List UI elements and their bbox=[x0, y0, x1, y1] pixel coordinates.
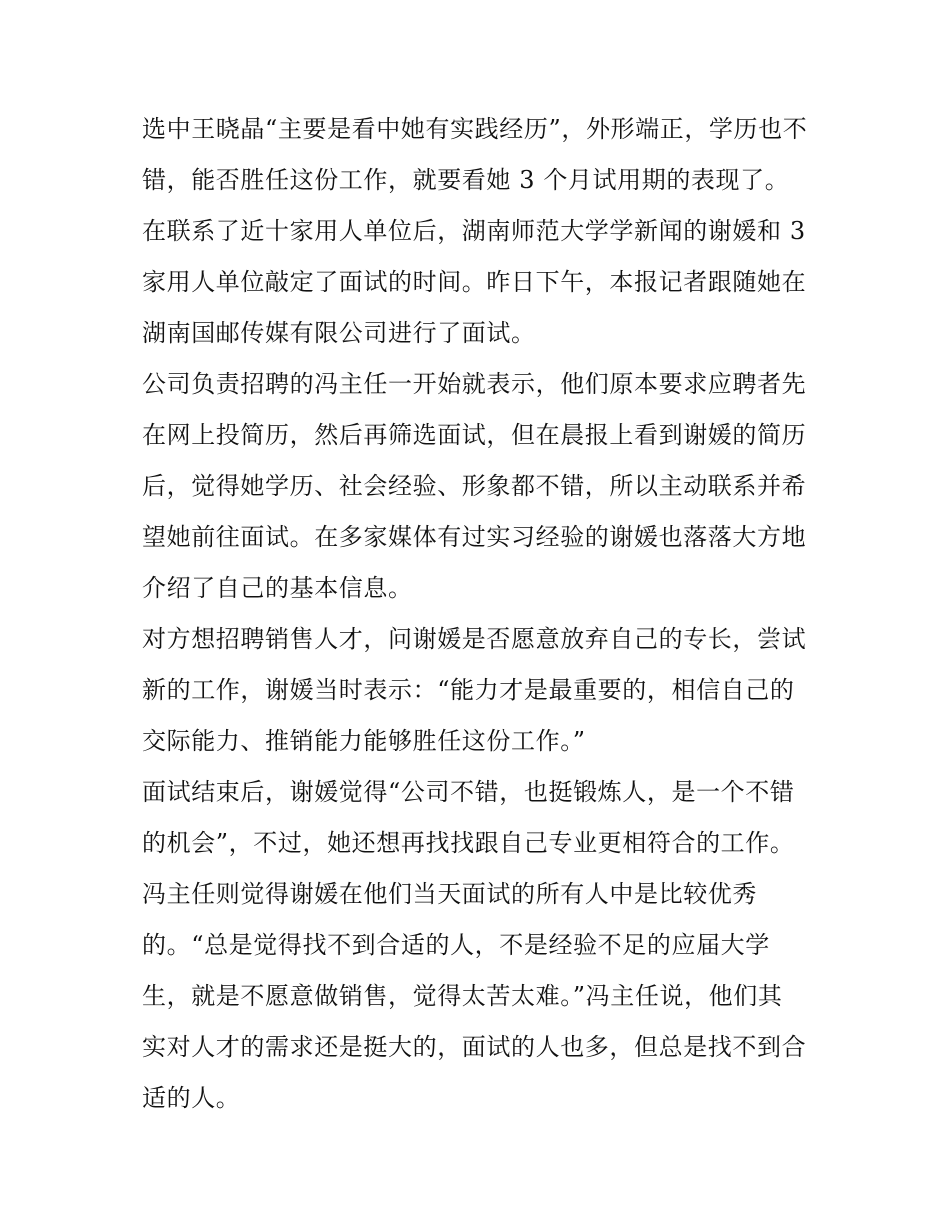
text-line: 选中王晓晶“主要是看中她有实践经历”，外形端正，学历也不 bbox=[142, 115, 808, 143]
text-line: 在网上投简历，然后再筛选面试，但在晨报上看到谢媛的简历 bbox=[142, 421, 807, 449]
article-body bbox=[142, 104, 822, 1124]
text-line: 实对人才的需求还是挺大的，面试的人也多，但总是找不到合 bbox=[142, 1033, 807, 1061]
text-line: 的机会”，不过，她还想再找找跟自己专业更相符合的工作。 bbox=[142, 829, 795, 857]
text-line: 错，能否胜任这份工作，就要看她 3 个月试用期的表现了。 bbox=[142, 166, 790, 194]
text-line: 在联系了近十家用人单位后，湖南师范大学学新闻的谢媛和 3 bbox=[142, 217, 806, 245]
text-line: 面试结束后，谢媛觉得“公司不错，也挺锻炼人，是一个不错 bbox=[142, 778, 795, 806]
text-line: 适的人。 bbox=[142, 1084, 241, 1112]
text-line: 新的工作，谢媛当时表示：“能力才是最重要的，相信自己的 bbox=[142, 676, 795, 704]
text-line: 介绍了自己的基本信息。 bbox=[142, 574, 413, 602]
text-line: 家用人单位敲定了面试的时间。昨日下午，本报记者跟随她在 bbox=[142, 268, 807, 296]
text-line: 后，觉得她学历、社会经验、形象都不错，所以主动联系并希 bbox=[142, 472, 807, 500]
text-line: 对方想招聘销售人才，问谢媛是否愿意放弃自己的专长，尝试 bbox=[142, 625, 807, 653]
text-line: 生，就是不愿意做销售，觉得太苦太难。”冯主任说，他们其 bbox=[142, 982, 783, 1010]
text-line: 望她前往面试。在多家媒体有过实习经验的谢媛也落落大方地 bbox=[142, 523, 807, 551]
text-line: 的。“总是觉得找不到合适的人，不是经验不足的应届大学 bbox=[142, 931, 770, 959]
text-line: 湖南国邮传媒有限公司进行了面试。 bbox=[142, 319, 536, 347]
text-line: 公司负责招聘的冯主任一开始就表示，他们原本要求应聘者先 bbox=[142, 370, 807, 398]
text-line: 交际能力、推销能力能够胜任这份工作。” bbox=[142, 727, 586, 755]
text-line: 冯主任则觉得谢媛在他们当天面试的所有人中是比较优秀 bbox=[142, 880, 757, 908]
